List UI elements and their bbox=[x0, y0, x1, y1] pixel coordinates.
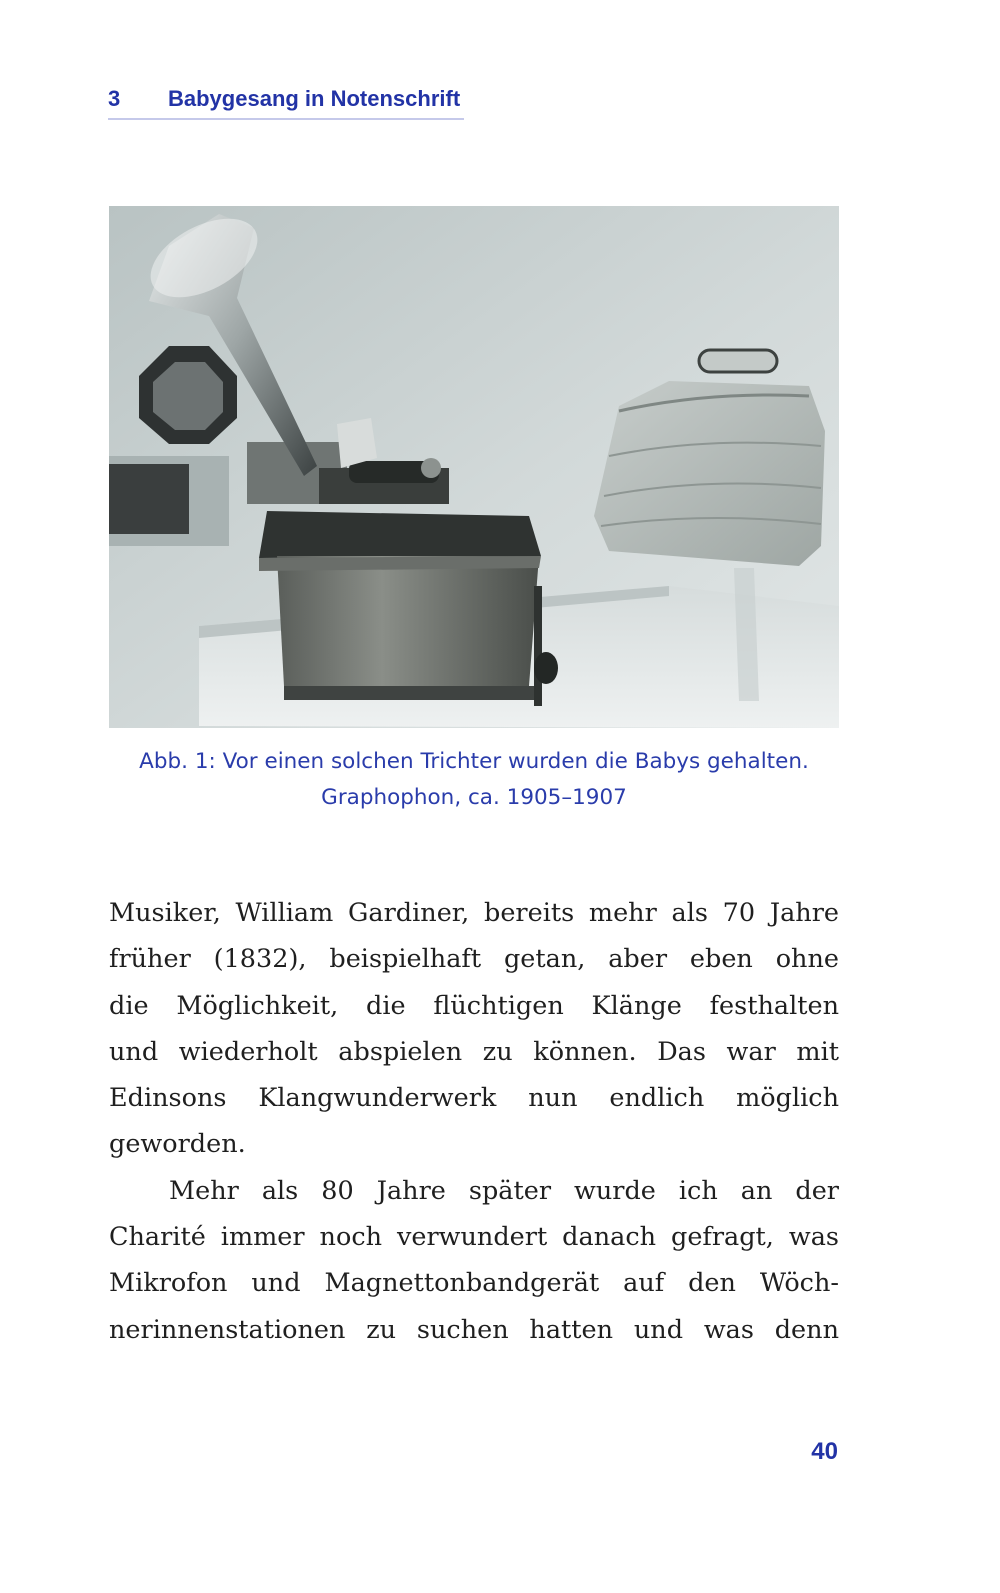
body-text bbox=[109, 890, 839, 1353]
body-line: Mikrofon und Magnettonbandgerät auf den Wöch- bbox=[109, 1268, 839, 1299]
page-number: 40 bbox=[811, 1438, 838, 1465]
chapter-number: 3 bbox=[108, 86, 121, 111]
body-line: geworden. bbox=[109, 1129, 246, 1160]
body-line: und wiederholt abspielen zu können. Das war mit bbox=[109, 1036, 839, 1067]
body-line: Edinsons Klangwunderwerk nun endlich möglich bbox=[109, 1083, 839, 1114]
running-header bbox=[108, 84, 464, 120]
chapter-title: Babygesang in Notenschrift bbox=[168, 86, 461, 111]
caption-line-1: Abb. 1: Vor einen solchen Trichter wurden die Babys gehalten. bbox=[139, 749, 809, 774]
body-line: nerinnenstationen zu suchen hatten und was denn bbox=[109, 1314, 839, 1345]
figure-photo-graphophone bbox=[109, 206, 839, 728]
body-line: Musiker, William Gardiner, bereits mehr als 70 Jahre bbox=[109, 898, 839, 928]
caption-line-2: Graphophon, ca. 1905–1907 bbox=[321, 785, 627, 810]
body-line: Charité immer noch verwundert danach gefragt, was bbox=[109, 1222, 839, 1253]
body-line: Mehr als 80 Jahre später wurde ich an der bbox=[169, 1175, 839, 1206]
body-line: früher (1832), beispielhaft getan, aber eben ohne bbox=[109, 944, 839, 975]
body-line: die Möglichkeit, die flüchtigen Klänge festhalten bbox=[109, 990, 839, 1021]
figure-caption bbox=[100, 744, 848, 816]
graphophone-photo bbox=[109, 206, 839, 728]
